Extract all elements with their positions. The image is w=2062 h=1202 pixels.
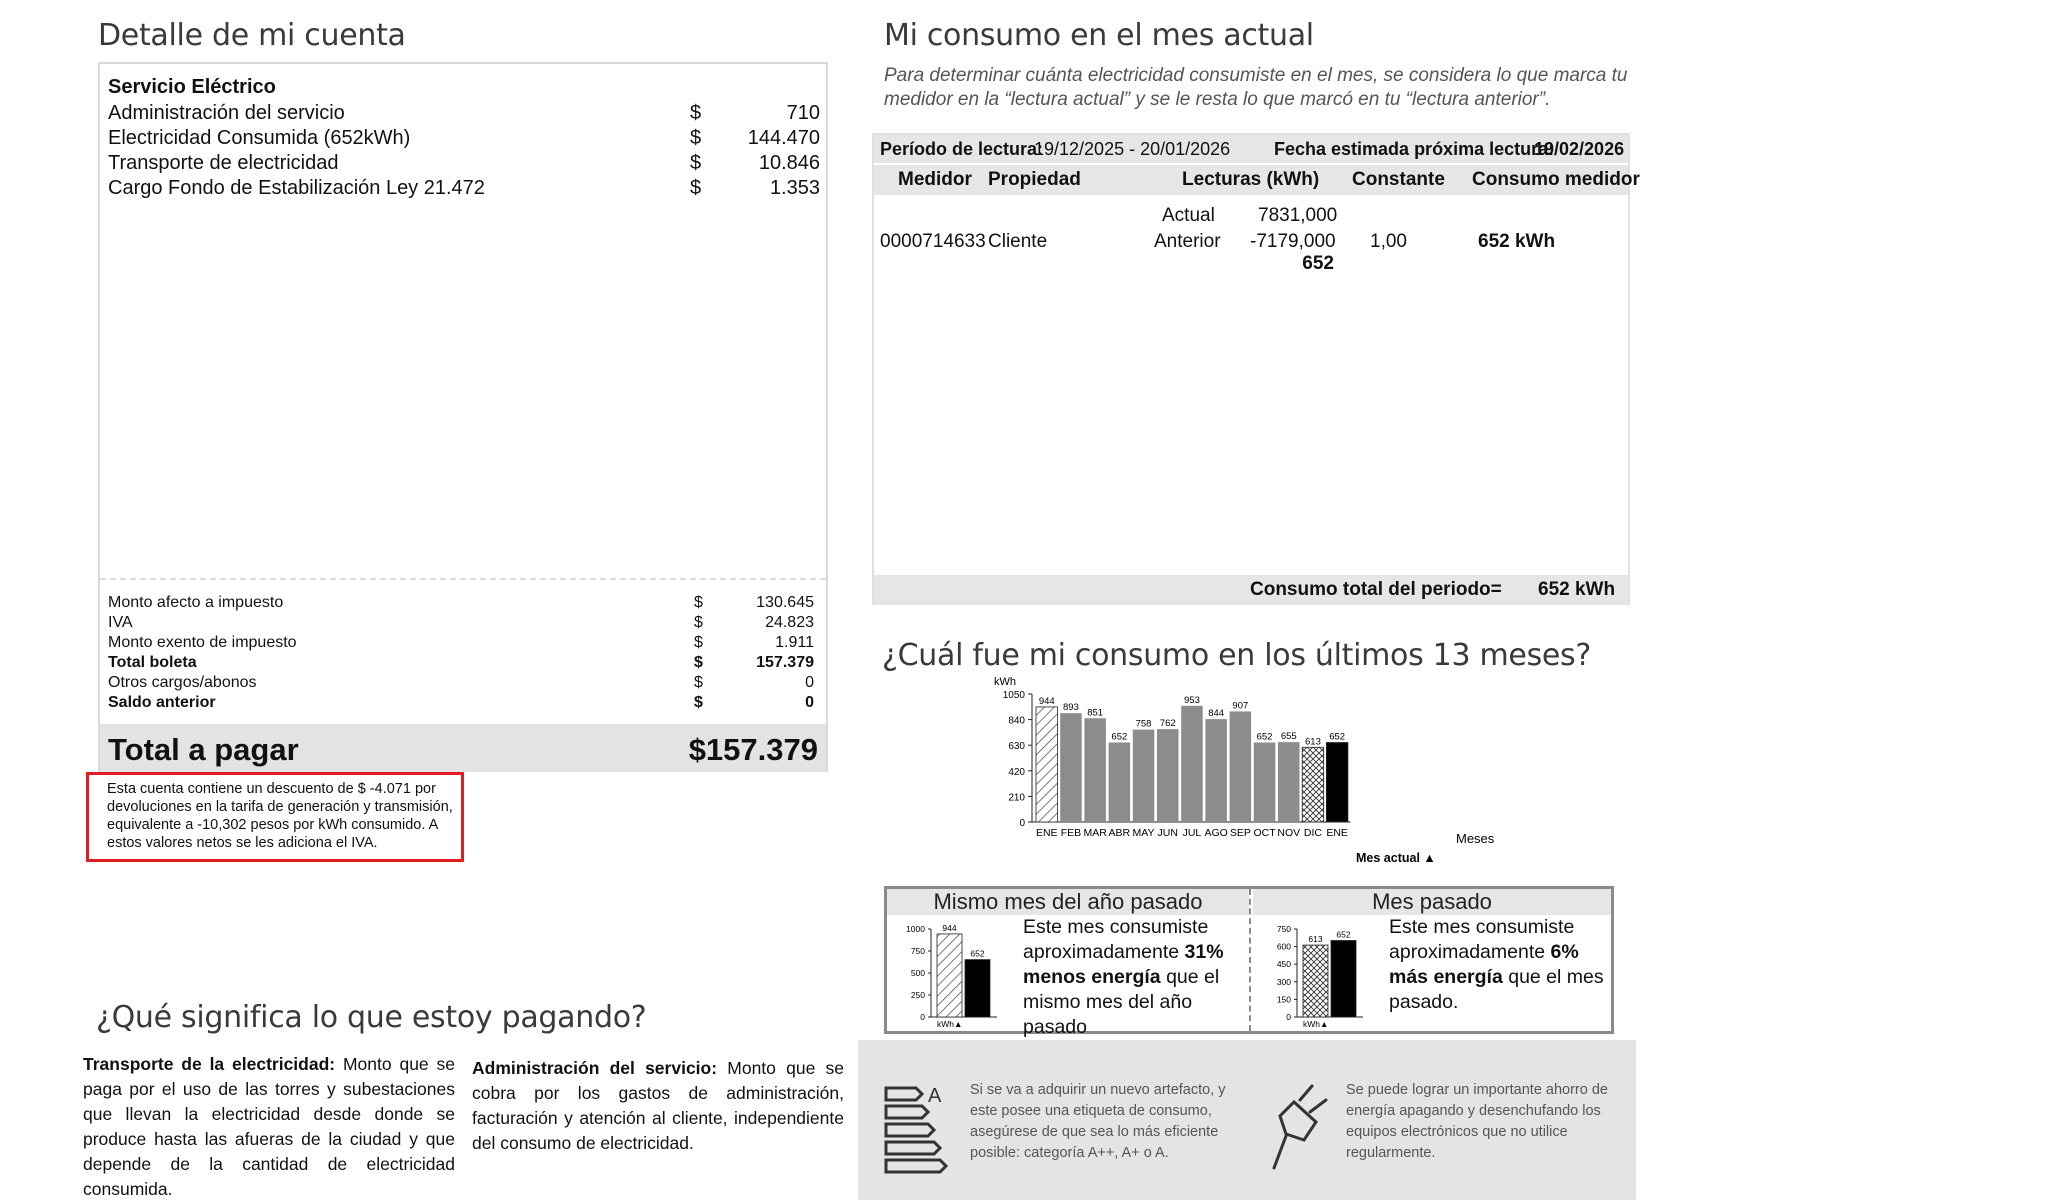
header-property: Propiedad — [988, 169, 1081, 190]
bar-sep — [1230, 711, 1252, 822]
same-month-title: Mismo mes del año pasado — [887, 889, 1249, 915]
service-section-title: Servicio Eléctrico — [108, 76, 276, 98]
summary-row — [108, 634, 820, 654]
last-month-title: Mes pasado — [1253, 889, 1611, 915]
header-meter-consumption: Consumo medidor — [1472, 169, 1640, 190]
mini-y-tick-label: 300 — [1276, 976, 1291, 987]
charge-row — [108, 102, 820, 127]
comparison-divider — [1249, 889, 1251, 1031]
summary-label: Otros cargos/abonos — [108, 674, 257, 691]
next-reading-label: Fecha estimada próxima lectura: — [1274, 139, 1555, 159]
bar-value-label: 953 — [1184, 694, 1200, 706]
property-value: Cliente — [988, 231, 1048, 252]
bar-value-label: 907 — [1232, 700, 1249, 712]
y-tick-label: 840 — [1008, 715, 1025, 727]
total-amount: $157.379 — [688, 732, 818, 767]
charge-label: Transporte de electricidad — [108, 152, 339, 174]
total-label: Total a pagar — [108, 732, 299, 767]
bar-ene — [1326, 743, 1348, 822]
bar-nov — [1278, 742, 1300, 822]
y-tick-label: 420 — [1008, 766, 1025, 778]
total-bar — [100, 724, 826, 772]
mini-bar-value: 652 — [970, 948, 985, 959]
mini-y-tick-label: 150 — [1276, 994, 1291, 1005]
meaning-title: ¿Qué significa lo que estoy pagando? — [96, 1000, 647, 1035]
last-month-bold: más energía — [1389, 966, 1503, 988]
y-tick-label: 1050 — [1002, 690, 1025, 701]
meter-number: 0000714633 — [880, 231, 986, 252]
next-reading-value: 19/02/2026 — [1534, 139, 1625, 159]
plug-icon — [1264, 1082, 1334, 1172]
mini-y-tick-label: 600 — [1276, 941, 1291, 952]
charge-label: Electricidad Consumida (652kWh) — [108, 127, 411, 149]
bar-value-label: 758 — [1135, 718, 1152, 730]
discount-note: Esta cuenta contiene un descuento de $ -4.071 por devoluciones en la tarifa de generación y transmisión, equivalente a -10,302 pesos por kWh consumido. A estos valores netos se les adiciona el IVA. — [86, 772, 464, 862]
month-label: MAY — [1132, 827, 1155, 839]
transport-term: Transporte de la electricidad: — [83, 1054, 336, 1074]
bar-value-label: 893 — [1063, 702, 1079, 714]
table-footer — [874, 575, 1628, 605]
month-label: MAR — [1083, 827, 1107, 839]
actual-value: 7831,000 — [1258, 205, 1338, 226]
currency-sign: $ — [694, 694, 703, 711]
header-meter: Medidor — [898, 169, 972, 190]
bar-value-label: 655 — [1280, 731, 1297, 743]
tip-efficient-appliance: Si se va a adquirir un nuevo artefacto, y este posee una etiqueta de consumo, asegúrese de que sea lo más eficiente posible: categoría A++, A+ o A. — [970, 1082, 1226, 1161]
summary-amount: 1.911 — [775, 634, 814, 651]
admin-term: Administración del servicio: — [472, 1058, 718, 1078]
history-title: ¿Cuál fue mi consumo en los últimos 13 meses? — [882, 638, 1592, 673]
month-label: JUL — [1182, 827, 1202, 839]
currency-sign: $ — [694, 594, 703, 611]
mini-y-tick-label: 0 — [920, 1012, 925, 1022]
bar-value-label: 944 — [1038, 695, 1055, 707]
mini-bar — [1303, 945, 1328, 1017]
account-detail-box — [98, 62, 828, 772]
consumption-title: Mi consumo en el mes actual — [884, 18, 1314, 53]
month-label: NOV — [1277, 827, 1301, 839]
same-month-text-end: que el mismo mes del año pasado — [1023, 966, 1220, 1038]
charge-label: Administración del servicio — [108, 102, 345, 124]
tip-unplug-devices: Se puede lograr un importante ahorro de energía apagando y desenchufando los equipos electrónicos que no utilice regularmente. — [1346, 1082, 1608, 1161]
bar-ago — [1205, 719, 1227, 822]
summary-amount: 0 — [805, 674, 814, 691]
meter-consumption-value: 652 kWh — [1478, 231, 1556, 252]
mini-bar — [937, 934, 962, 1017]
last-month-text-end: que el mes pasado. — [1389, 966, 1604, 1013]
detail-title: Detalle de mi cuenta — [98, 18, 406, 53]
same-month-text-start: Este mes consumiste aproximadamente — [1023, 916, 1209, 963]
y-tick-label: 0 — [1019, 818, 1025, 829]
mini-y-tick-label: 0 — [1286, 1012, 1291, 1022]
last-month-text — [1389, 915, 1611, 1015]
constant-value: 1,00 — [1370, 231, 1407, 252]
summary-row — [108, 614, 820, 634]
comparison-box — [884, 886, 1614, 1038]
currency-sign: $ — [690, 127, 702, 149]
admin-text: Monto que se cobra por los gastos de administración, facturación y atención al cliente, independiente del consumo de electricidad. — [472, 1058, 844, 1153]
bar-value-label: 762 — [1159, 718, 1176, 730]
bar-value-label: 851 — [1087, 707, 1104, 719]
transport-explanation — [83, 1052, 455, 1202]
bar-jun — [1157, 729, 1179, 822]
period-value: 19/12/2025 - 20/01/2026 — [1034, 139, 1231, 159]
summary-label: IVA — [108, 614, 133, 631]
bar-value-label: 613 — [1305, 736, 1321, 748]
summary-label: Saldo anterior — [108, 694, 216, 711]
energy-label-letter: A — [928, 1085, 942, 1107]
y-tick-label: 630 — [1008, 741, 1025, 753]
bar-value-label: 652 — [1111, 731, 1128, 743]
currency-sign: $ — [690, 102, 702, 124]
month-label: ENE — [1035, 827, 1058, 839]
bar-value-label: 652 — [1256, 731, 1273, 743]
charge-label: Cargo Fondo de Estabilización Ley 21.472 — [108, 177, 485, 199]
previous-value: -7179,000 — [1250, 231, 1336, 252]
bar-value-label: 844 — [1208, 708, 1225, 720]
summary-label: Total boleta — [108, 654, 197, 671]
same-month-pct: 31% — [1184, 941, 1224, 963]
mini-unit-label: kWh▲ — [1303, 1019, 1329, 1029]
bar-jul — [1181, 706, 1203, 822]
current-month-label: Mes actual ▲ — [1356, 851, 1436, 865]
same-month-chart — [897, 917, 1017, 1029]
monthly-consumption-chart — [980, 672, 1520, 872]
currency-sign: $ — [690, 152, 702, 174]
currency-sign: $ — [694, 634, 703, 651]
y-axis-unit: kWh — [994, 676, 1016, 688]
currency-sign: $ — [694, 654, 703, 671]
period-total-value: 652 kWh — [1538, 579, 1616, 600]
bar-abr — [1109, 743, 1131, 822]
bar-mar — [1084, 718, 1106, 822]
mini-y-tick-label: 450 — [1276, 959, 1291, 970]
y-tick-label: 210 — [1008, 792, 1025, 804]
charge-amount: 144.470 — [747, 127, 820, 149]
summary-amount: 24.823 — [765, 614, 814, 631]
month-label: AGO — [1204, 827, 1228, 839]
reading-table — [872, 133, 1640, 605]
consumption-intro: Para determinar cuánta electricidad consumiste en el mes, se considera lo que marca tu medidor en la “lectura actual” y se le resta lo que marcó en tu “lectura anterior”. — [884, 65, 1628, 110]
charge-amount: 710 — [786, 102, 820, 124]
mini-bar-value: 652 — [1336, 929, 1351, 940]
actual-label: Actual — [1162, 205, 1215, 226]
summary-row — [108, 594, 820, 614]
header-constant: Constante — [1352, 169, 1445, 190]
month-label: FEB — [1060, 827, 1082, 839]
mini-y-tick-label: 1000 — [906, 924, 925, 934]
month-label: DIC — [1303, 827, 1322, 839]
charge-row — [108, 152, 820, 177]
summary-label: Monto exento de impuesto — [108, 634, 297, 651]
mini-bar-value: 613 — [1308, 934, 1323, 945]
reading-difference: 652 — [1302, 253, 1334, 274]
same-month-text — [1023, 915, 1249, 1040]
summary-divider — [100, 578, 826, 580]
transport-text: Monto que se paga por el uso de las torres y subestaciones que llevan la electricidad desde donde se produce hasta las afueras de la ciudad y que depende de la cantidad de electricidad consumida. — [83, 1054, 455, 1199]
bar-value-label: 652 — [1329, 731, 1346, 743]
month-label: SEP — [1229, 827, 1251, 839]
summary-amount: 157.379 — [756, 654, 814, 671]
month-label: ENE — [1326, 827, 1348, 839]
currency-sign: $ — [694, 674, 703, 691]
charge-amount: 1.353 — [769, 177, 820, 199]
energy-tips-panel — [858, 1040, 1636, 1200]
period-bar — [874, 135, 1628, 163]
mini-y-tick-label: 750 — [1276, 924, 1291, 934]
mini-y-tick-label: 250 — [910, 990, 925, 1000]
currency-sign: $ — [690, 177, 702, 199]
month-label: OCT — [1253, 827, 1276, 839]
header-readings: Lecturas (kWh) — [1182, 169, 1320, 190]
summary-row — [108, 694, 820, 714]
mini-bar — [965, 960, 990, 1017]
last-month-text-start: Este mes consumiste aproximadamente — [1389, 916, 1575, 963]
mini-y-tick-label: 750 — [910, 946, 925, 956]
mini-bar-value: 944 — [942, 922, 957, 933]
previous-label: Anterior — [1154, 231, 1221, 252]
table-header — [874, 165, 1640, 195]
summary-label: Monto afecto a impuesto — [108, 594, 284, 611]
admin-explanation — [472, 1056, 844, 1156]
bar-oct — [1254, 743, 1276, 822]
mini-y-tick-label: 500 — [910, 968, 925, 978]
last-month-pct: 6% — [1550, 941, 1579, 963]
mini-unit-label: kWh▲ — [937, 1019, 963, 1029]
currency-sign: $ — [694, 614, 703, 631]
month-label: JUN — [1157, 827, 1178, 839]
energy-label-icon — [882, 1082, 948, 1174]
bar-may — [1133, 730, 1155, 822]
last-month-chart — [1263, 917, 1383, 1029]
month-label: ABR — [1108, 827, 1131, 839]
x-axis-label: Meses — [1456, 831, 1495, 846]
charge-row — [108, 177, 820, 202]
summary-row — [108, 654, 820, 674]
summary-amount: 130.645 — [756, 594, 814, 611]
mini-bar — [1331, 940, 1356, 1017]
bar-dic — [1302, 747, 1324, 822]
summary-row — [108, 674, 820, 694]
same-month-bold: menos energía — [1023, 966, 1161, 988]
bar-feb — [1060, 713, 1082, 822]
charge-amount: 10.846 — [758, 152, 820, 174]
charge-row — [108, 127, 820, 152]
bar-ene — [1036, 707, 1058, 822]
period-label: Período de lectura: — [880, 139, 1044, 159]
summary-amount: 0 — [805, 694, 814, 711]
period-total-label: Consumo total del periodo= — [1250, 579, 1502, 600]
